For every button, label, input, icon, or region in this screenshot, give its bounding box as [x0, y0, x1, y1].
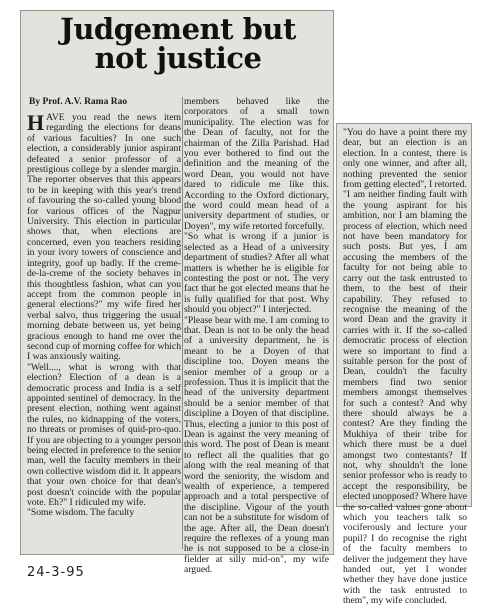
handwritten-date: 24-3-95: [27, 565, 85, 580]
headline: Judgement but not justice: [60, 12, 296, 75]
article-column-1: [27, 110, 181, 519]
column-divider: [182, 97, 183, 549]
byline: By Prof. A.V. Rama Rao: [29, 97, 128, 107]
article-column-2: [184, 97, 329, 576]
column-1-text: AVE you read the news item regarding the elections for deans of various faculties? In one such election, a considerably junior aspirant defeated a senior professor of a prestigious college by a slender margin. The reporter observes that this appears to be in keeping with this year's trend of favouring the so-called young blood for various offices of the Nagpur University. This election in particular shows that, when elections are concerned, even you teachers residing in your ivory towers of conscience and integrity, goof up badly. If the creme-de-la-creme of the society behaves in this thoughtless fashion, what can you accept from the common people in general elections?" my wife fired her verbal salvo, thus triggering the usual morning debate between us, yet being gracious enough to hand me over the second cup of morning coffee for which I was anxiously waiting. "Well...., what is wrong with that election? Election of a dean is a democratic process and India is a self appointed sentinel of democracy. In the present election, nothing went against the rules, no kidnapping of the voters, no threats or promises of quid-pro-quo. If you are objecting to a younger person being elected in preference to the senior man, well the faculty members in their own collective wisdom did it. It appears that your own choice for that dean's post doesn't coincide with the popular vote. Eh?" I ridiculed my wife. "Some wisdom. The faculty: [27, 112, 181, 519]
column-3-text: "You do have a point there my dear, but an election is an election. In a contest, there is only one winner, and after all, nothing prevented the senior from getting elected", I retorted. "I am neither finding fault with the young aspirant for his ambition, nor I am blaming the process of election, which need not have been mandatory for such posts. But yes, I am accusing the members of the faculty for not being able to carry out the task entrusted to them, to the best of their capability. They refused to recognise the meaning of the word Dean and the gravity it carries with it. If the so-called democratic process of election were so important to find a suitable person for the post of Dean, couldn't the faculty members find two senior members amongst themselves for such a contest? And why there should always be a contest? Are they finding the Mukhiya of their tribe for which there must be a duel amongst two contestants? If not, why shouldn't the lone senior professor who is ready to accept the responsibility, be elected unopposed? Where have the so-called values gone about which you teachers talk so vociferously and lecture your pupil? I do recognise the right of the faculty members to deliver the judgement they have handed out, yet I wonder whether they have done justice with the task entrusted to them", my wife concluded.: [343, 127, 467, 607]
column-2-text: members behaved like the corporators of a small town municipality. The election was for the Dean of faculty, not for the chairman of the Zilla Parishad. Had you ever bothered to find out the definition and the meaning of the word Dean, you would not have dared to ridicule me like this. According to the Oxford dictionary, the word could mean head of a university department of studies, or Doyen", my wife retorted forcefully. "So what is wrong if a junior is selected as a Head of a university department of studies? After all what matters is whether he is eligible for contesting the post or not. The very fact that he got elected means that he is fully qualified for that post. Why should you object?" I interjected. "Please bear with me. I am coming to that. Dean is not to be only the head of a university department, he is meant to be a Doyen of that discipline too. Doyen means the senior member of a group or a profession. Thus it is implicit that the head of the university department should be a senior member of that discipline a Doyen of that discipline. Thus, electing a junior to this post of Dean is against the very meaning of this word. The post of Dean is meant to reflect all the qualities that go along with the real meaning of that word the seniority, the wisdom and wealth of experience, a tempered approach and a total perspective of the discipline. Vigour of the youth can not be a substitute for wisdom of the age. After all, the Dean doesn't require the reflexes of a young man he is not supposed to be a close-in fielder at silly mid-on", my wife argued.: [184, 96, 329, 576]
drop-cap: H: [27, 110, 45, 135]
article-clipping-continuation: [336, 123, 472, 607]
article-column-3: [343, 128, 467, 607]
